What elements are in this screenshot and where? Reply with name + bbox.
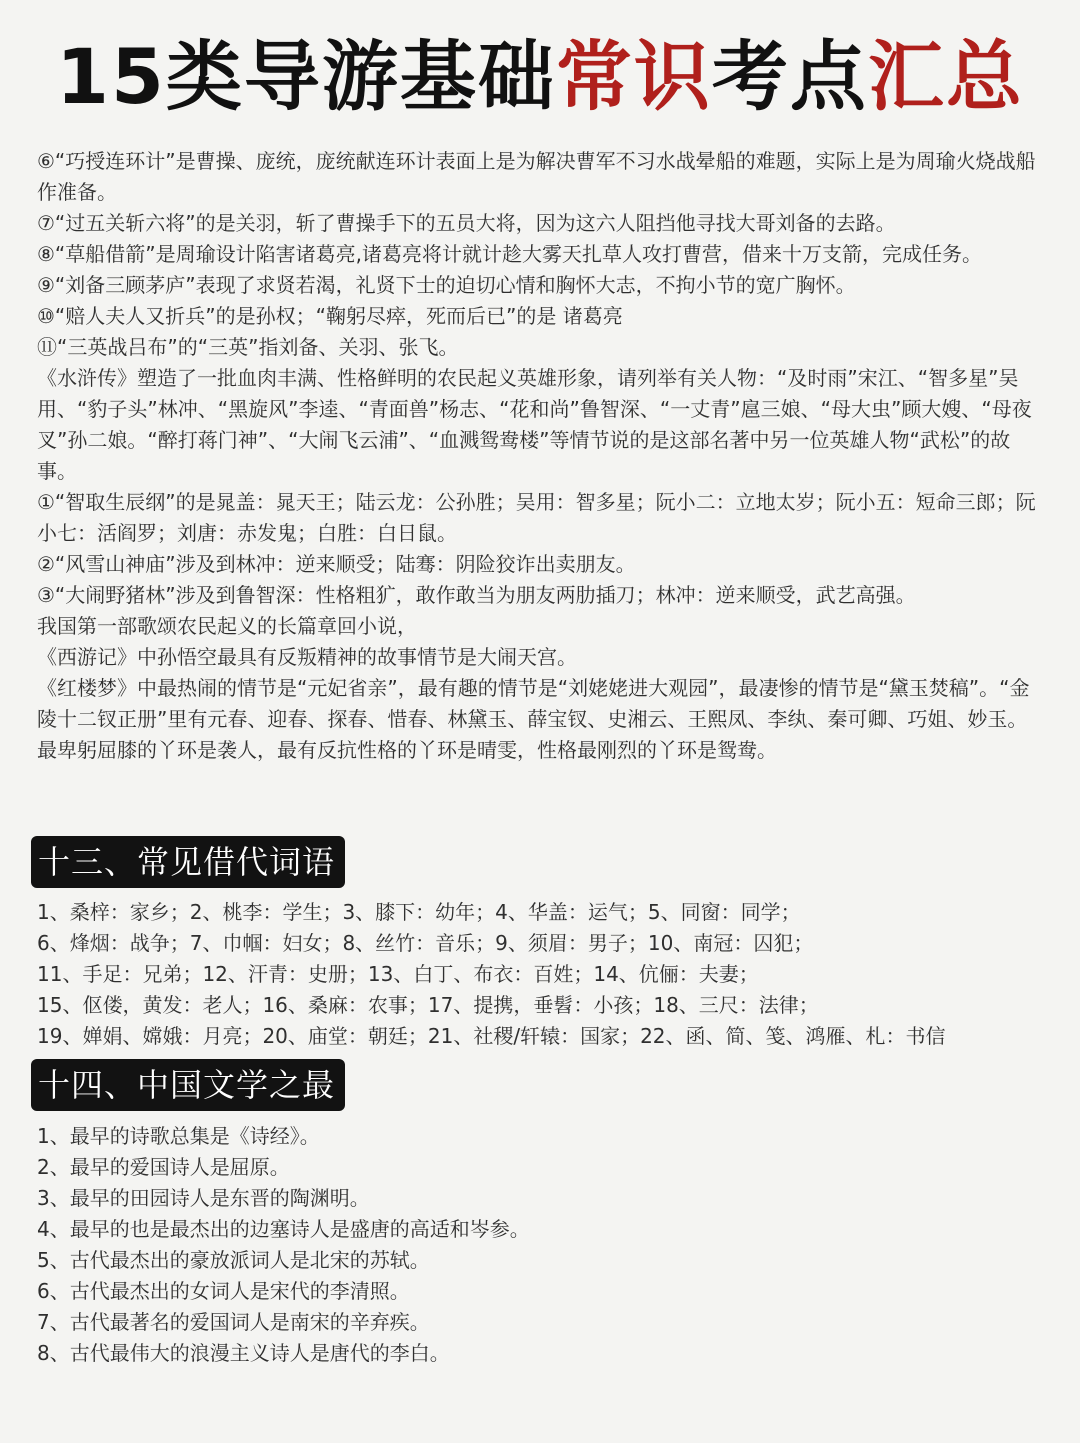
list-item: 1、最早的诗歌总集是《诗经》。: [37, 1124, 320, 1148]
paragraph: ⑥“巧授连环计”是曹操、庞统，庞统献连环计表面上是为解决曹军不习水战晕船的难题，实际上是为周瑜火烧战船作准备。: [37, 149, 1036, 204]
paragraph: ②“风雪山神庙”涉及到林冲：逆来顺受；陆骞：阴险狡诈出卖朋友。: [37, 552, 636, 576]
title-part-4: 汇总: [867, 32, 1024, 121]
list-item: 2、最早的爱国诗人是屈原。: [37, 1155, 290, 1179]
paragraph: 《水浒传》塑造了一批血肉丰满、性格鲜明的农民起义英雄形象，请列举有关人物：“及时雨”宋江、“智多星”吴用、“豹子头”林冲、“黑旋风”李逵、“青面兽”杨志、“花和尚”鲁智深、“一丈青”扈三娘、“母大虫”顾大嫂、“母夜叉”孙二娘。“醉打蒋门神”、“大闹飞云浦”、“血溅鸳鸯楼”等情节说的是这部名著中另一位英雄人物“武松”的故事。: [37, 366, 1032, 483]
paragraph: ⑧“草船借箭”是周瑜设计陷害诸葛亮,诸葛亮将计就计趁大雾天扎草人攻打曹营，借来十万支箭，完成任务。: [37, 242, 983, 266]
title-part-3: 考点: [711, 32, 868, 121]
section-13-list: [37, 897, 1047, 1052]
list-item: 4、最早的也是最杰出的边塞诗人是盛唐的高适和岑参。: [37, 1217, 530, 1241]
list-item: 5、古代最杰出的豪放派词人是北宋的苏轼。: [37, 1248, 430, 1272]
list-item: 6、古代最杰出的女词人是宋代的李清照。: [37, 1279, 410, 1303]
list-item: 8、古代最伟大的浪漫主义诗人是唐代的李白。: [37, 1341, 450, 1365]
list-item: 3、最早的田园诗人是东晋的陶渊明。: [37, 1186, 370, 1210]
paragraph: ⑨“刘备三顾茅庐”表现了求贤若渴，礼贤下士的迫切心情和胸怀大志，不拘小节的宽广胸怀。: [37, 273, 856, 297]
section-heading-14: 十四、中国文学之最: [31, 1059, 345, 1111]
paragraph: ③“大闹野猪林”涉及到鲁智深：性格粗犷，敢作敢当为朋友两肋插刀；林冲：逆来顺受，武艺高强。: [37, 583, 916, 607]
paragraph: ⑩“赔人夫人又折兵”的是孙权；“鞠躬尽瘁，死而后已”的是 诸葛亮: [37, 304, 623, 328]
paragraph: 我国第一部歌颂农民起义的长篇章回小说，: [37, 614, 417, 638]
section-14-list: [37, 1121, 1047, 1369]
list-item: 19、婵娟、嫦娥：月亮；20、庙堂：朝廷；21、社稷/轩辕：国家；22、函、简、笺、鸿雁、札：书信: [37, 1024, 946, 1048]
section-heading-13: 十三、常见借代词语: [31, 836, 345, 888]
intro-section: [37, 146, 1047, 766]
list-item: 6、烽烟：战争；7、巾帼：妇女；8、丝竹：音乐；9、须眉：男子；10、南冠：囚犯；: [37, 931, 814, 955]
page-title: [0, 22, 1080, 132]
list-item: 15、伛偻，黄发：老人；16、桑麻：农事；17、提携，垂髫：小孩；18、三尺：法律；: [37, 993, 819, 1017]
paragraph: 《红楼梦》中最热闹的情节是“元妃省亲”，最有趣的情节是“刘姥姥进大观园”，最凄惨的情节是“黛玉焚稿”。“金陵十二钗正册”里有元春、迎春、探春、惜春、林黛玉、薛宝钗、史湘云、王熙凤、李纨、秦可卿、巧姐、妙玉。最卑躬屈膝的丫环是袭人，最有反抗性格的丫环是晴雯，性格最刚烈的丫环是鸳鸯。: [37, 676, 1030, 762]
paragraph: ①“智取生辰纲”的是晁盖：晁天王；陆云龙：公孙胜；吴用：智多星；阮小二：立地太岁；阮小五：短命三郎；阮小七：活阎罗；刘唐：赤发鬼；白胜：白日鼠。: [37, 490, 1036, 545]
title-part-1: 15类导游基础: [56, 32, 556, 121]
list-item: 7、古代最著名的爱国词人是南宋的辛弃疾。: [37, 1310, 430, 1334]
paragraph: 《西游记》中孙悟空最具有反叛精神的故事情节是大闹天宫。: [37, 645, 577, 669]
list-item: 1、桑梓：家乡；2、桃李：学生；3、膝下：幼年；4、华盖：运气；5、同窗：同学；: [37, 900, 801, 924]
paragraph: ⑪“三英战吕布”的“三英”指刘备、关羽、张飞。: [37, 335, 459, 359]
paragraph: ⑦“过五关斩六将”的是关羽，斩了曹操手下的五员大将，因为这六人阻挡他寻找大哥刘备的去路。: [37, 211, 896, 235]
list-item: 11、手足：兄弟；12、汗青：史册；13、白丁、布衣：百姓；14、伉俪：夫妻；: [37, 962, 759, 986]
title-part-2: 常识: [555, 32, 712, 121]
